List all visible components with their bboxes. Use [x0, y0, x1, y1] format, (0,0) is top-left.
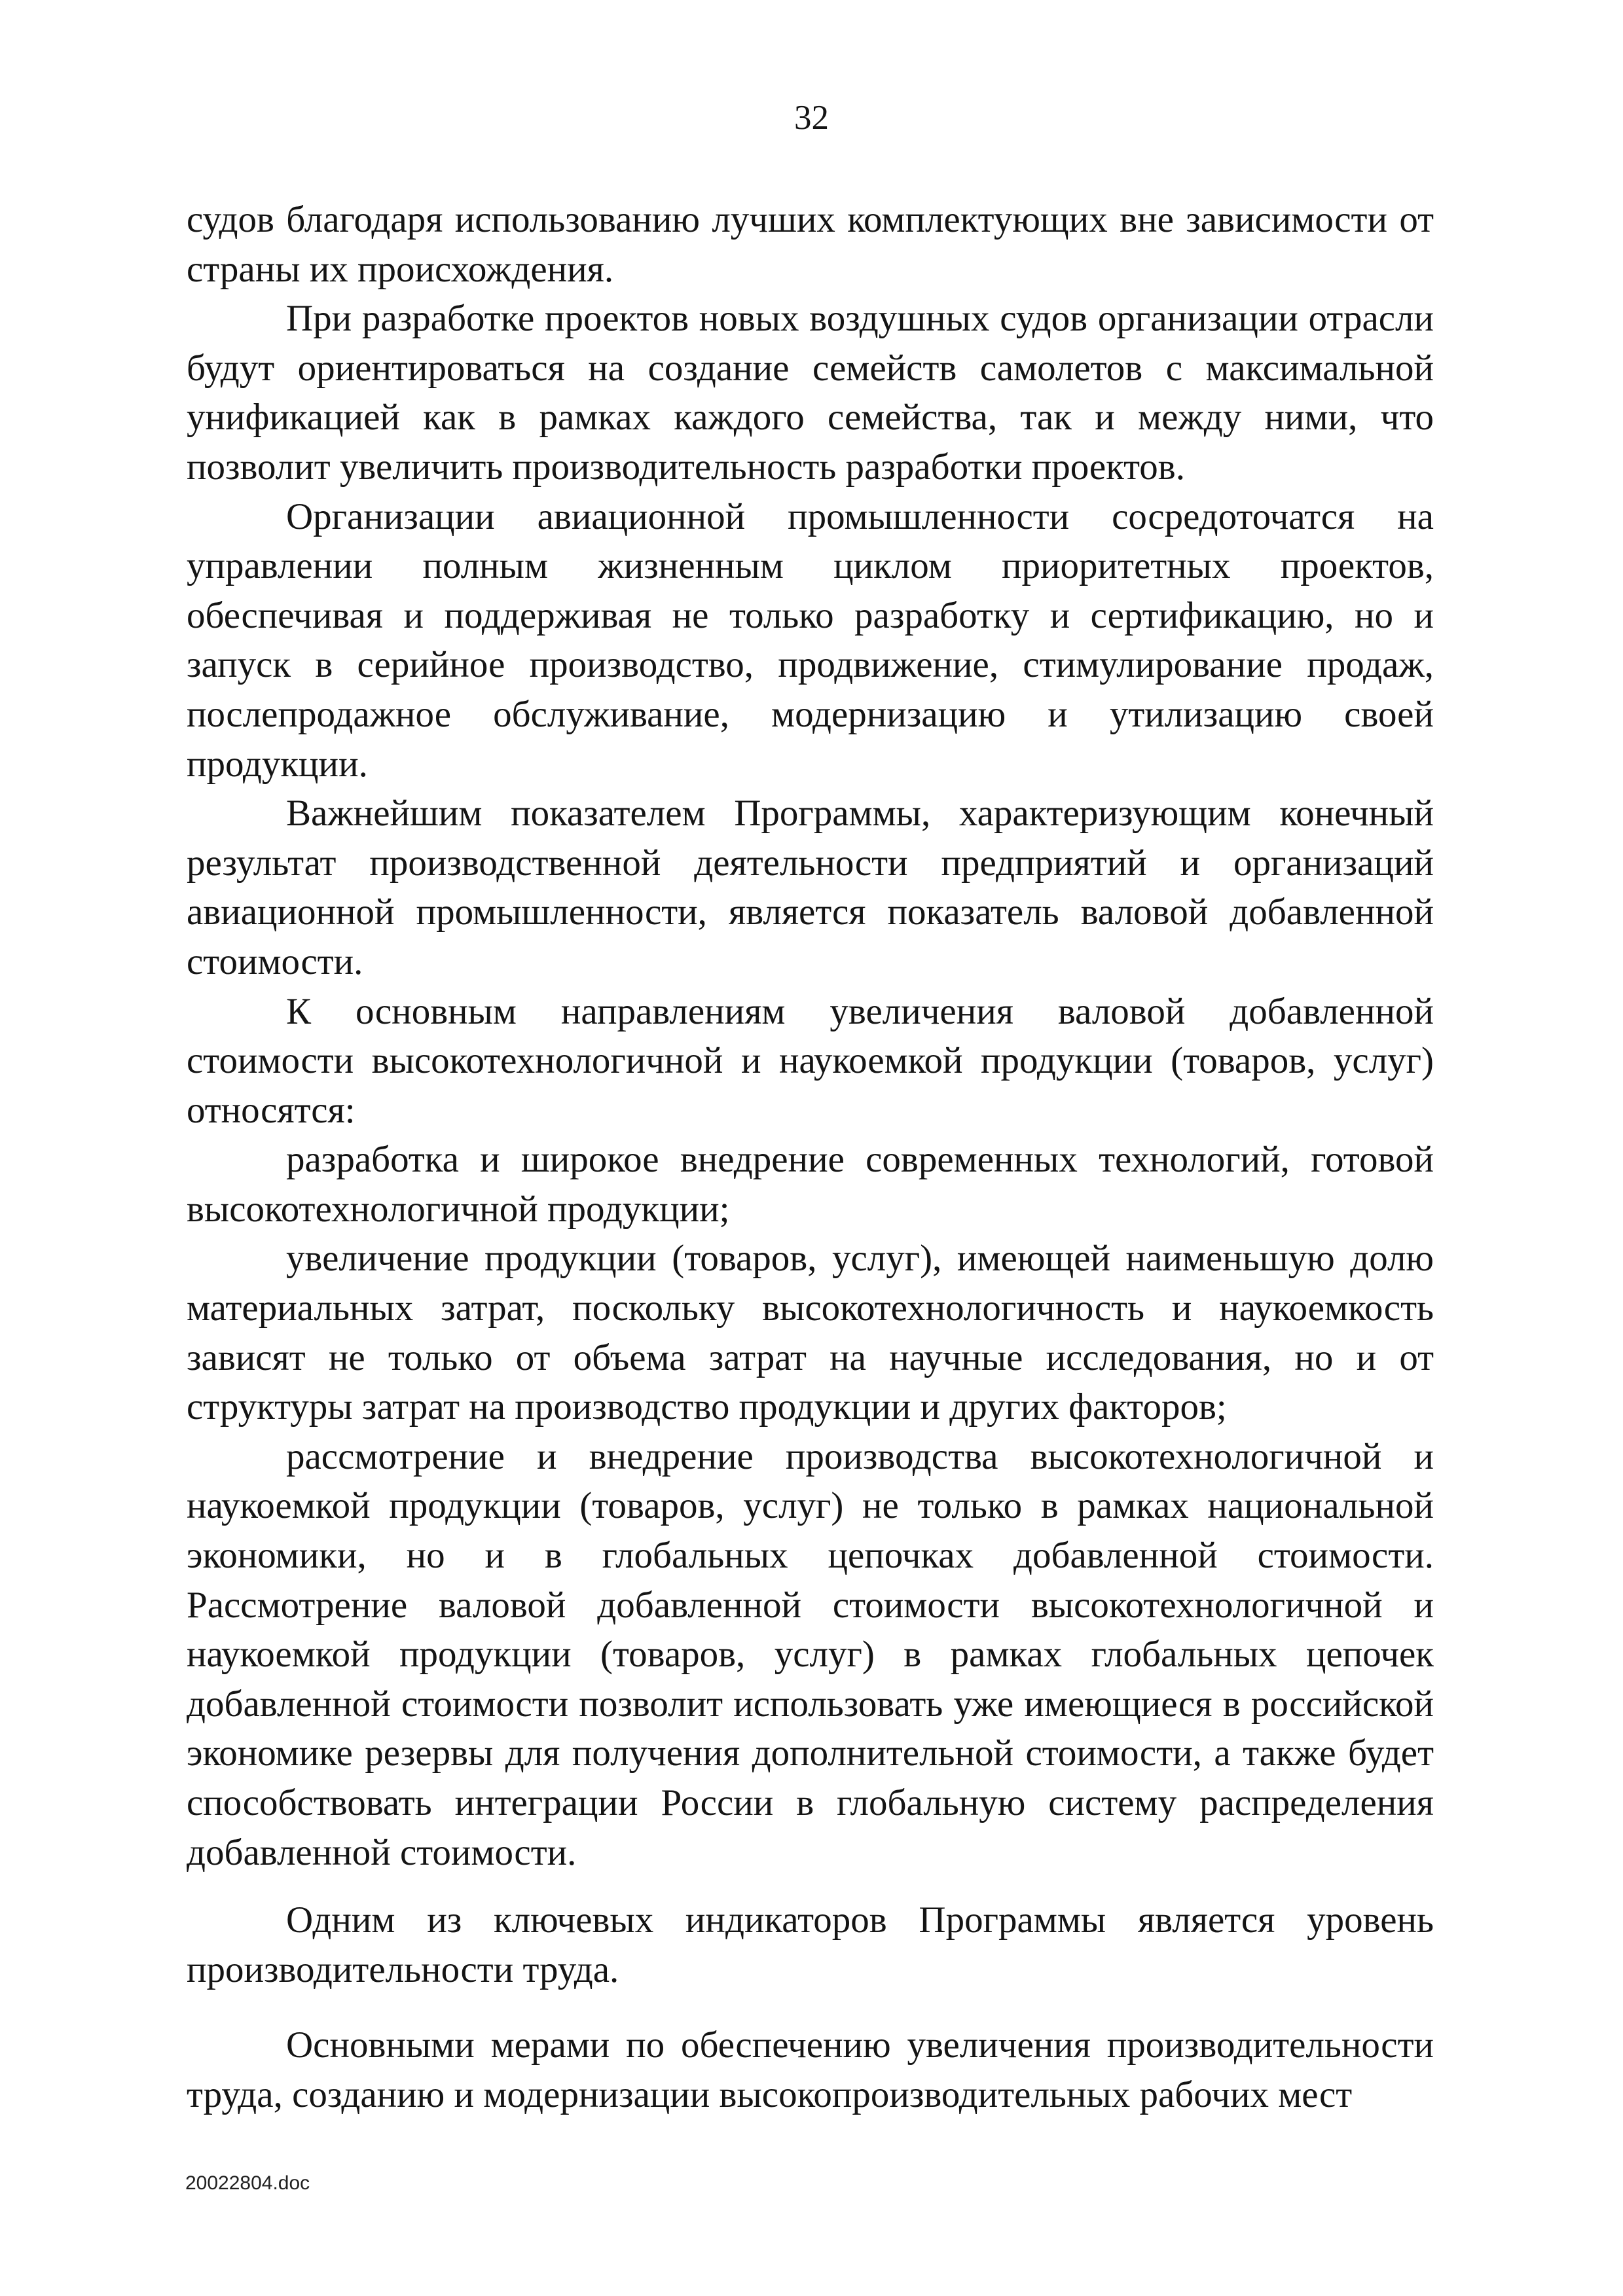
footer-filename: 20022804.doc — [185, 2172, 310, 2194]
paragraph-aircraft-families: При разработке проектов новых воздушных судов организации отрасли будут ориентироваться на создание семейств самолетов с максимальной унификацией как в рамках каждого семейства, так и между ними, что позволит увеличить производительность разработки проектов. — [187, 298, 1434, 488]
paragraph-lifecycle: Организации авиационной промышленности сосредоточатся на управлении полным жизненным циклом приоритетных проектов, обеспечивая и поддерживая не только разработку и сертификацию, но и запуск в серийное производство, продвижение, стимулирование продаж, послепродажное обслуживание, модернизацию и утилизацию своей продукции. — [187, 495, 1434, 785]
list-item-material-costs: увеличение продукции (товаров, услуг), имеющей наименьшую долю материальных затрат, поскольку высокотехнологичность и наукоемкость зависят не только от объема затрат на научные исследования, но и от структуры затрат на производство продукции и других факторов; — [187, 1238, 1434, 1428]
page-number: 32 — [794, 99, 829, 137]
paragraph-continuation: судов благодаря использованию лучших комплектующих вне зависимости от страны их происхождения. — [187, 199, 1434, 290]
list-item-technologies: разработка и широкое внедрение современных технологий, готовой высокотехнологичной продукции; — [187, 1139, 1434, 1230]
list-item-global-chains: рассмотрение и внедрение производства высокотехнологичной и наукоемкой продукции (товаров, услуг) не только в рамках национальной экономики, но и в глобальных цепочках добавленной стоимости. Рассмотрение валовой добавленной стоимости высокотехнологичной и наукоемкой продукции (товаров, услуг) в рамках глобальных цепочек добавленной стоимости позволит использовать уже имеющиеся в российской экономике резервы для получения дополнительной стоимости, а также будет способствовать интеграции России в глобальную систему распределения добавленной стоимости. — [187, 1435, 1434, 1873]
paragraph-productivity-measures: Основными мерами по обеспечению увеличения производительности труда, созданию и модернизации высокопроизводительных рабочих мест — [187, 2024, 1434, 2115]
paragraph-main-directions: К основным направлениям увеличения валовой добавленной стоимости высокотехнологичной и наукоемкой продукции (товаров, услуг) относятся: — [187, 990, 1434, 1131]
document-body — [187, 195, 1434, 2120]
paragraph-labor-productivity: Одним из ключевых индикаторов Программы является уровень производительности труда. — [187, 1899, 1434, 1990]
paragraph-value-added-indicator: Важнейшим показателем Программы, характеризующим конечный результат производственной деятельности предприятий и организаций авиационной промышленности, является показатель валовой добавленной стоимости. — [187, 793, 1434, 982]
